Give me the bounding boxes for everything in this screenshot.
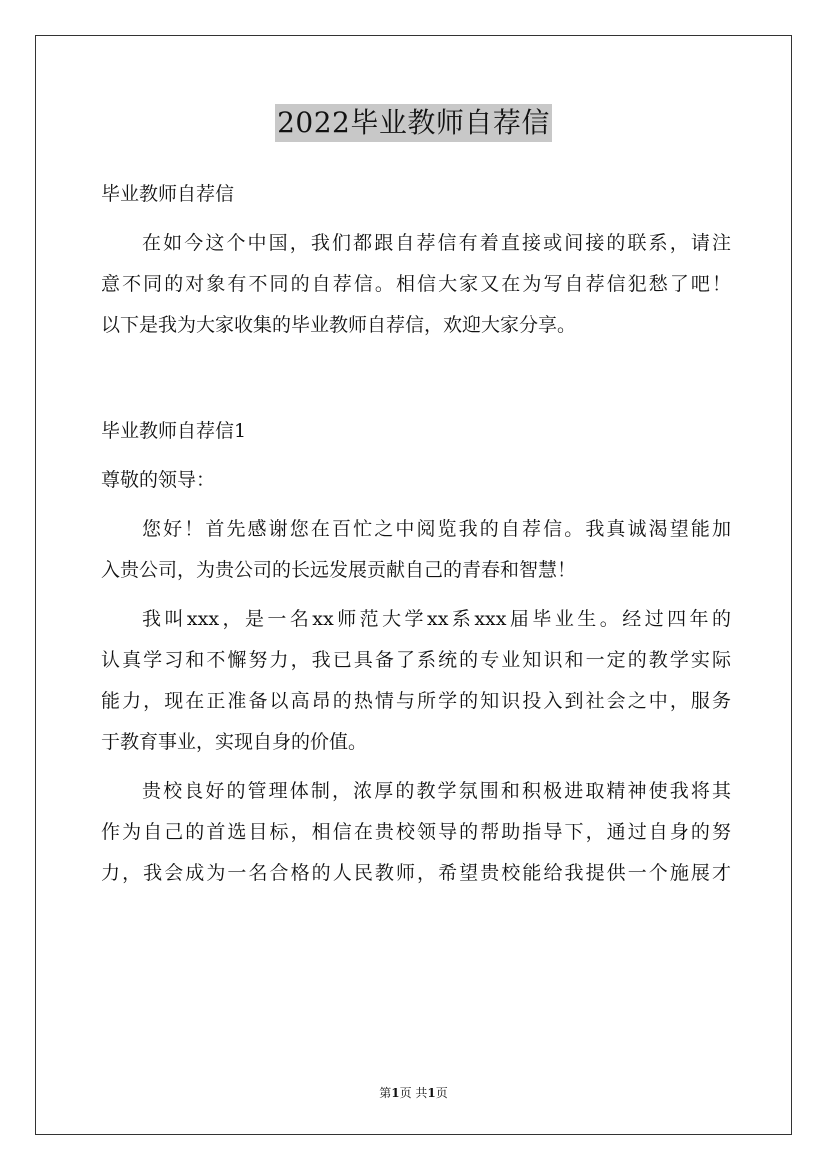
page-footer	[0, 1085, 827, 1101]
paragraph-line: 贵校良好的管理体制，浓厚的教学氛围和积极进取精神使我将其	[142, 780, 731, 802]
section-heading: 毕业教师自荐信	[101, 183, 235, 205]
paragraph-line: 能力，现在正准备以高昂的热情与所学的知识投入到社会之中，服务	[101, 690, 731, 712]
paragraph-line: 以下是我为大家收集的毕业教师自荐信，欢迎大家分享。	[101, 314, 577, 336]
paragraph-line: 意不同的对象有不同的自荐信。相信大家又在为写自荐信犯愁了吧！	[101, 273, 731, 295]
blank-line	[101, 346, 731, 387]
paragraph-line: 在如今这个中国，我们都跟自荐信有着直接或间接的联系，请注	[142, 232, 731, 254]
paragraph-line: 您好！首先感谢您在百忙之中阅览我的自荐信。我真诚渴望能加	[142, 518, 731, 540]
title-container	[0, 104, 827, 142]
paragraph-line: 于教育事业，实现自身的价值。	[101, 731, 368, 753]
paragraph-line: 我叫xxx，是一名xx师范大学xx系xxx届毕业生。经过四年的	[142, 608, 731, 630]
salutation: 尊敬的领导：	[101, 469, 216, 491]
paragraph-line: 认真学习和不懈努力，我已具备了系统的专业知识和一定的教学实际	[101, 649, 731, 671]
page-suffix: 页	[435, 1086, 448, 1100]
paragraph-line: 作为自己的首选目标，相信在贵校领导的帮助指导下，通过自身的努	[101, 821, 731, 843]
total-page-number: 1	[427, 1086, 436, 1100]
current-page-number: 1	[391, 1086, 400, 1100]
document-body	[101, 174, 731, 894]
paragraph-line: 力，我会成为一名合格的人民教师，希望贵校能给我提供一个施展才	[101, 862, 731, 884]
paragraph-line: 入贵公司，为贵公司的长远发展贡献自己的青春和智慧！	[101, 559, 577, 581]
page-middle: 页 共	[399, 1086, 428, 1100]
page-prefix: 第	[379, 1086, 392, 1100]
letter-heading: 毕业教师自荐信1	[101, 420, 247, 442]
document-title: 2022毕业教师自荐信	[275, 104, 552, 142]
